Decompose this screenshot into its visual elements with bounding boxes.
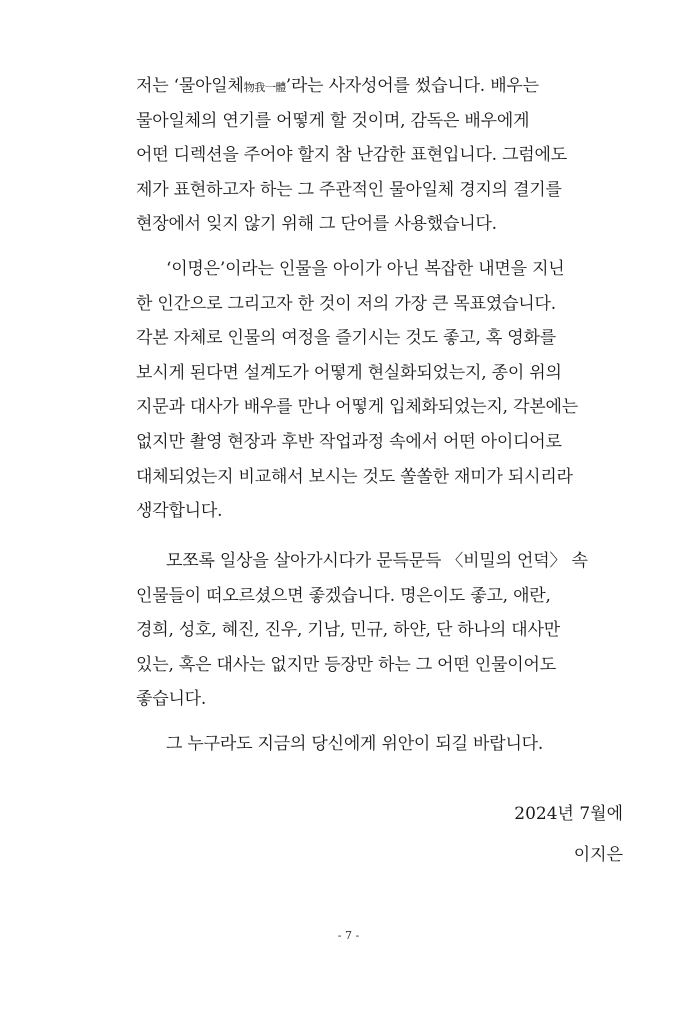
paragraph-line: 제가 표현하고자 하는 그 주관적인 물아일체 경지의 결기를: [136, 179, 562, 200]
hanja-annotation: 物我一體: [243, 81, 286, 94]
paragraph-2: [136, 252, 616, 529]
paragraph-3: [136, 544, 616, 717]
paragraph-line: 경희, 성호, 혜진, 진우, 기남, 민규, 하얀, 단 하나의 대사만: [136, 620, 560, 641]
paragraph-line: 현장에서 잊지 않기 위해 그 단어를 사용했습니다.: [136, 214, 497, 235]
paragraph-line: 인물들이 떠오르셨으면 좋겠습니다. 명은이도 좋고, 애란,: [136, 585, 551, 606]
paragraph-4: [136, 727, 616, 762]
paragraph-line: 한 인간으로 그리고자 한 것이 저의 가장 큰 목표였습니다.: [136, 293, 556, 314]
paragraph-line: 각본 자체로 인물의 여정을 즐기시는 것도 좋고, 혹 영화를: [136, 328, 556, 349]
paragraph-line: 있는, 혹은 대사는 없지만 등장만 하는 그 어떤 인물이어도: [136, 654, 556, 675]
paragraph-1: [136, 69, 616, 242]
page-number: - 7 -: [337, 929, 360, 942]
paragraph-line: 지문과 대사가 배우를 만나 어떻게 입체화되었는지, 각본에는: [136, 397, 578, 418]
signature-author: 이지은: [573, 845, 623, 865]
paragraph-line: 좋습니다.: [136, 689, 207, 710]
paragraph-line: 그 누구라도 지금의 당신에게 위안이 되길 바랍니다.: [166, 734, 544, 754]
signature-date: 2024년 7월에: [514, 804, 623, 824]
paragraph-line: 보시게 된다면 설계도가 어떻게 현실화되었는지, 종이 위의: [136, 362, 562, 383]
paragraph-line: 생각합니다.: [136, 501, 223, 522]
paragraph-line: 물아일체의 연기를 어떻게 할 것이며, 감독은 배우에게: [136, 110, 530, 131]
paragraph-line: 모쪼록 일상을 살아가시다가 문득문득 〈비밀의 언덕〉 속: [166, 551, 588, 571]
paragraph-line: ‘이명은’이라는 인물을 아이가 아닌 복잡한 내면을 지닌: [166, 259, 565, 279]
paragraph-line: 어떤 디렉션을 주어야 할지 참 난감한 표현입니다. 그럼에도: [136, 145, 567, 166]
paragraph-line: 없지만 촬영 현장과 후반 작업과정 속에서 어떤 아이디어로: [136, 431, 562, 452]
paragraph-line: 저는 ‘물아일체物我一體’라는 사자성어를 썼습니다. 배우는: [136, 76, 539, 96]
paragraph-line: 대체되었는지 비교해서 보시는 것도 쏠쏠한 재미가 되시리라: [136, 466, 573, 487]
